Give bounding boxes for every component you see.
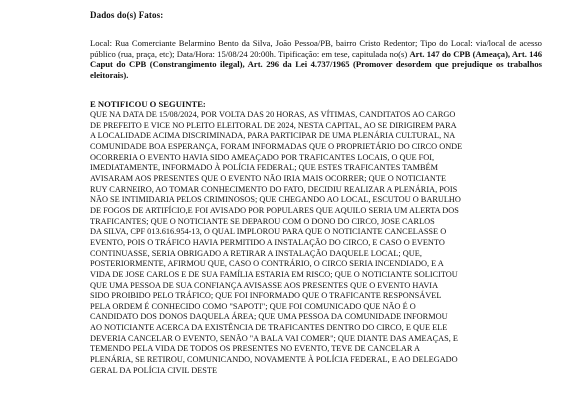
notice-line: CONTINUASSE, SERIA OBRIGADO A RETIRAR A INSTALAÇÃO DAQUELE LOCAL; QUE, xyxy=(90,248,422,258)
tipificacao-articles: Art. 147 do CPB (Ameaça), Art. 146 Caput do CPB (Constrangimento ilegal), Art. 296 da Lei 4.737/1965 (Promover desordem que prejudique os trabalhos eleitorais). xyxy=(90,48,543,80)
notice-line: A LOCALIDADE ACIMA DISCRIMINADA, PARA PARTICIPAR DE UMA PLENÁRIA CULTURAL, NA xyxy=(90,131,456,141)
section-heading-fatos: Dados do(s) Fatos: xyxy=(90,10,164,20)
notice-line: RUY CARNEIRO, AO TOMAR CONHECIMENTO DO FATO, DECIDIU REALIZAR A PLENÁRIA, POIS xyxy=(90,184,458,194)
notice-line: COMUNIDADE BOA ESPERANÇA, FORAM INFORMADAS QUE O PROPRIETÁRIO DO CIRCO ONDE xyxy=(90,141,463,151)
notice-line: CANDIDATO DOS DONOS DAQUELA ÁREA; QUE UMA PESSOA DA COMUNIDADE INFORMOU xyxy=(90,312,448,322)
notice-line: NÃO SE INTIMIDARIA PELOS CRIMINOSOS; QUE CHEGANDO AO LOCAL, ESCUTOU O BARULHO xyxy=(90,195,461,205)
notice-line: EVENTO, POIS O TRÁFICO HAVIA PERMITIDO A INSTALAÇÃO DO CIRCO, E CASO O EVENTO xyxy=(90,237,445,247)
local-label: Local: xyxy=(90,38,112,48)
notice-line: AO NOTICIANTE ACERCA DA EXISTÊNCIA DE TRAFICANTES DENTRO DO CIRCO, E QUE ELE xyxy=(90,323,448,333)
notice-line: VIDA DE JOSE CARLOS E DE SUA FAMÍLIA ESTARIA EM RISCO; QUE O NOTICIANTE SOLICITOU xyxy=(90,269,458,279)
notice-line: QUE UMA PESSOA DE SUA CONFIANÇA AVISASSE AOS PRESENTES QUE O EVENTO HAVIA xyxy=(90,280,439,290)
notice-line: OCORRERIA O EVENTO HAVIA SIDO AMEAÇADO POR TRAFICANTES LOCAIS, O QUE FOI, xyxy=(90,152,435,162)
notice-line: TEMENDO PELA VIDA DE TODOS OS PRESENTES NO EVENTO, TEVE DE CANCELAR A xyxy=(90,344,420,354)
notice-line: PLENÁRIA, SE RETIROU, COMUNICANDO, NOVAMENTE À POLÍCIA FEDERAL, E AO DELEGADO xyxy=(90,355,458,365)
notice-line: DE PREFEITO E VICE NO PLEITO ELEITORAL DE 2024, NESTA CAPITAL, AO SE DIRIGIREM PARA xyxy=(90,120,457,130)
notice-line: TRAFICANTES; QUE O NOTICIANTE SE DEPAROU COM O DONO DO CIRCO, JOSE CARLOS xyxy=(90,216,435,226)
notice-line: GERAL DA POLÍCIA CIVIL DESTE xyxy=(90,365,218,375)
notice-line: POSTERIORMENTE, AFIRMOU QUE, CASO O CONTRÁRIO, O CIRCO SERIA INCENDIADO, E A xyxy=(90,259,444,269)
section-heading-notificou: E NOTIFICOU O SEGUINTE: xyxy=(90,99,206,109)
notice-line: IMEDIATAMENTE, INFORMADO À POLÍCIA FEDERAL; QUE ESTES TRAFICANTES TAMBÉM xyxy=(90,163,438,173)
notice-line: DA SILVA, CPF 013.616.954-13, O QUAL IMPLOROU PARA QUE O NOTICIANTE CANCELASSE O xyxy=(90,227,447,237)
local-value: Rua Comerciante Belarmino Bento da Silva, João Pessoa/PB, bairro Cristo Redentor; Tipo do Local: via/local de acesso público (rua, praça, etc); Data/Hora: 15/08/24 20:00h. Tipificação: em tese, capitulada no(s) xyxy=(90,38,542,59)
notice-line: QUE NA DATA DE 15/08/2024, POR VOLTA DAS 20 HORAS, AS VÍTIMAS, CANDITATOS AO CARGO xyxy=(90,110,456,119)
notice-line: DE FOGOS DE ARTIFÍCIO,E FOI AVISADO POR POPULARES QUE AQUILO SERIA UM ALERTA DOS xyxy=(90,205,459,215)
notice-line: AVISARAM AOS PRESENTES QUE O EVENTO NÃO IRIA MAIS OCORRER; QUE O NOTICIANTE xyxy=(90,173,447,183)
notice-line: DEVERIA CANCELAR O EVENTO, SENÃO "A BALA VAI COMER"; QUE DIANTE DAS AMEAÇAS, E xyxy=(90,333,458,343)
fatos-paragraph xyxy=(90,38,542,80)
notice-paragraph xyxy=(90,110,528,376)
notice-line: PELA ORDEM É CONHECIDO COMO "SAPOTI"; QUE FOI COMUNICADO QUE NÃO É O xyxy=(90,301,416,311)
notice-line: SIDO PROIBIDO PELO TRÁFICO; QUE FOI INFORMADO QUE O TRAFICANTE RESPONSÁVEL xyxy=(90,291,442,301)
